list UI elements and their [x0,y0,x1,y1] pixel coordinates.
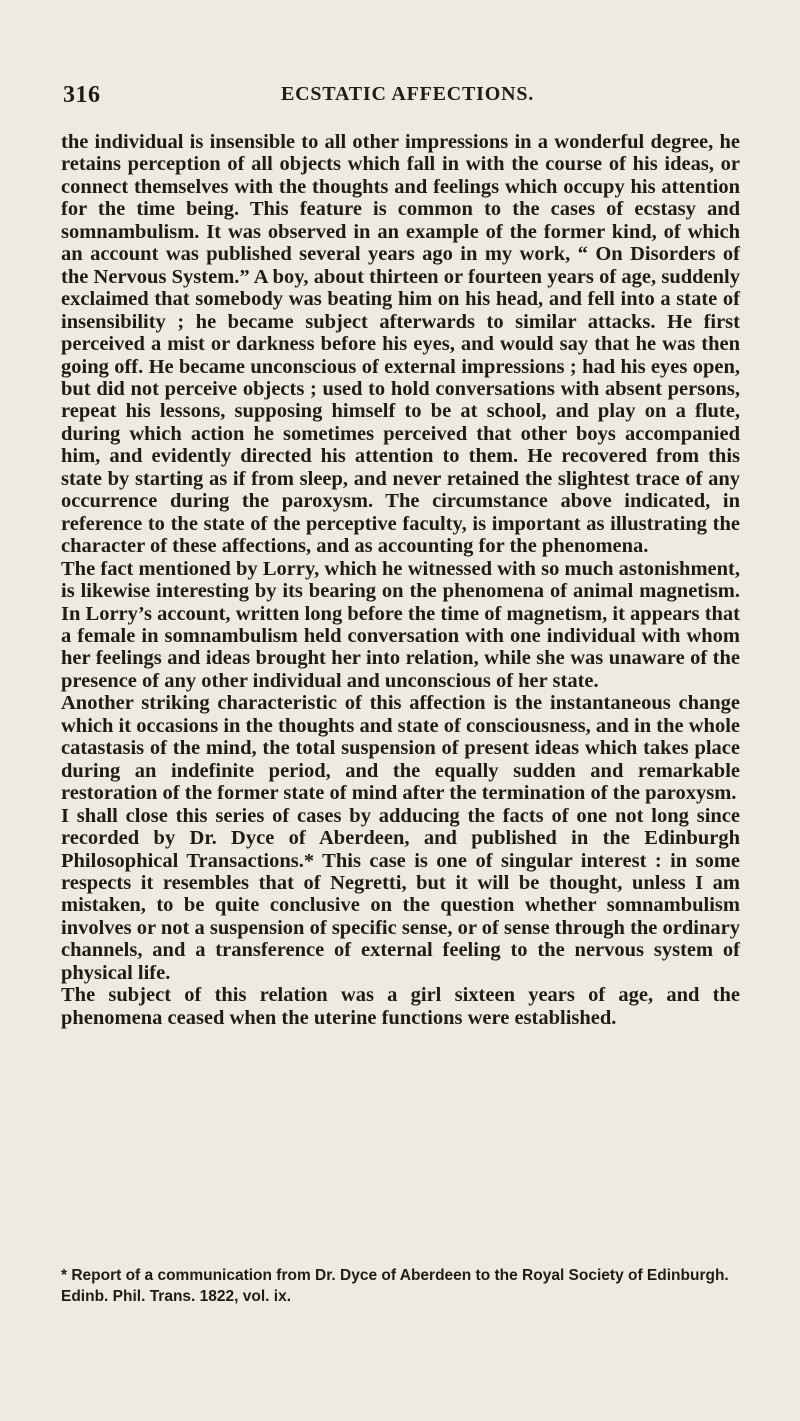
paragraph-dyce-case: I shall close this series of cases by adducing the facts of one not long since recorded by Dr. Dyce of Aberdeen, and published in the Edinburgh Philosophical Transactions.* This case is one of singular interest : in some respects it resembles that of Negretti, but it will be thought, unless I am mistaken, to be quite conclusive on the question whether somnambulism involves or not a suspension of specific sense, or of sense through the ordinary channels, and a transference of external feeling to the nervous system of physical life. [61,804,740,984]
body-text [61,131,740,1029]
paragraph-subject: The subject of this relation was a girl sixteen years of age, and the phenomena ceased when the uterine functions were established. [61,984,740,1029]
paragraph-continuation: the individual is insensible to all other impressions in a wonderful degree, he retains perception of all objects which fall in with the course of his ideas, or connect themselves with the thoughts and feelings which occupy his attention for the time being. This feature is common to the cases of ecstasy and somnambulism. It was observed in an example of the former kind, of which an account was published several years ago in my work, “ On Disorders of the Nervous System.” A boy, about thirteen or fourteen years of age, suddenly exclaimed that somebody was beating him on his head, and fell into a state of insensibility ; he became subject afterwards to similar attacks. He first perceived a mist or darkness before his eyes, and would say that he was then going off. He became unconscious of external impressions ; had his eyes open, but did not perceive objects ; used to hold conversations with absent persons, repeat his lessons, supposing himself to be at school, and play on a flute, during which action he sometimes perceived that other boys accompanied him, and evidently directed his attention to them. He recovered from this state by starting as if from sleep, and never retained the slightest trace of any occurrence during the paroxysm. The circumstance above indicated, in reference to the state of the perceptive faculty, is important as illustrating the character of these affections, and as accounting for the phenomena. [61,131,740,558]
page-number: 316 [63,82,101,108]
running-head-title: ECSTATIC AFFECTIONS. [281,83,535,105]
paragraph-lorry: The fact mentioned by Lorry, which he witnessed with so much astonishment, is likewise interesting by its bearing on the phenomena of animal magnetism. In Lorry’s account, written long before the time of magnetism, it appears that a female in somnambulism held conversation with one individual with whom her feelings and ideas brought her into relation, while she was unaware of the presence of any other individual and unconscious of her state. [61,557,740,692]
running-head [63,82,537,112]
footnote [61,1265,740,1307]
paragraph-characteristic: Another striking characteristic of this affection is the instantaneous change which it occasions in the thoughts and state of consciousness, and in the whole catastasis of the mind, the total suspension of present ideas which takes place during an indefinite period, and the equally sudden and remarkable restoration of the former state of mind after the termination of the paroxysm. [61,692,740,805]
footnote-text: * Report of a communication from Dr. Dyce of Aberdeen to the Royal Society of Edinburgh. Edinb. Phil. Trans. 1822, vol. ix. [61,1267,729,1305]
